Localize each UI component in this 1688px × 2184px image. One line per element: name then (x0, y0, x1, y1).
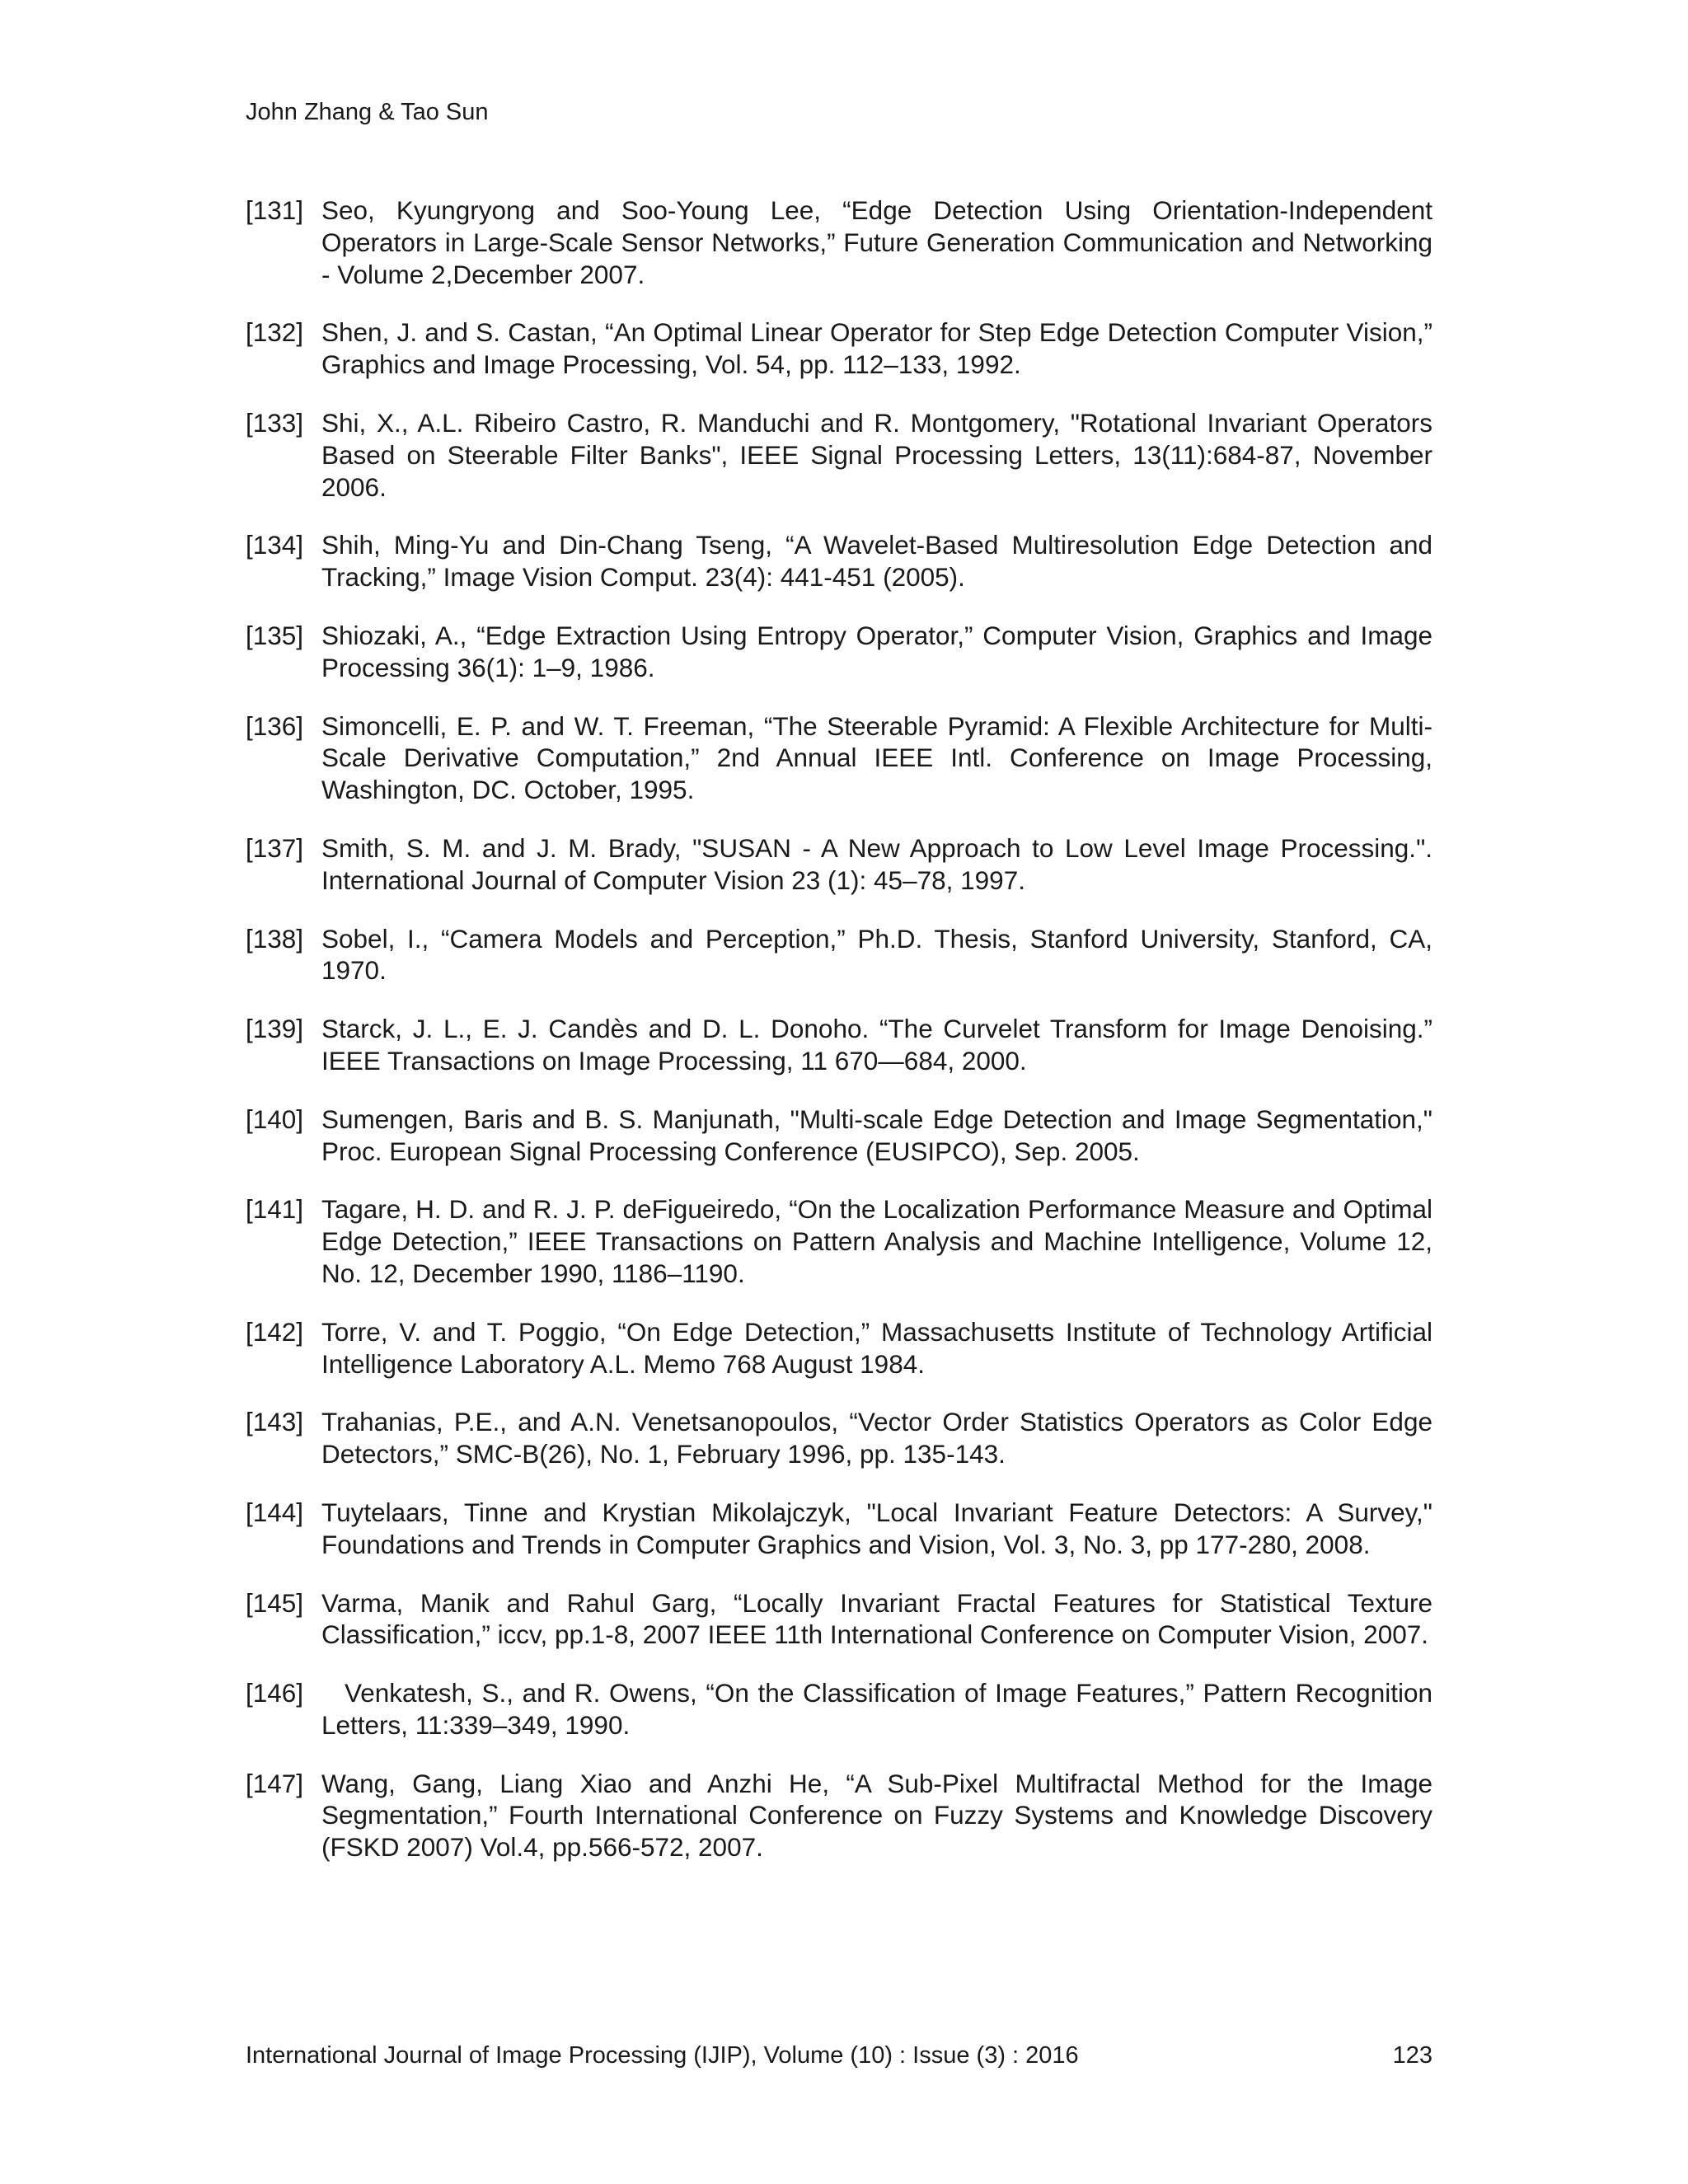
reference-item (246, 710, 1432, 806)
reference-item (246, 1406, 1432, 1470)
reference-text: Trahanias, P.E., and A.N. Venetsanopoulos, “Vector Order Statistics Operators as Color Edge Detectors,” SMC-B(26), No. 1, February 1996, pp. 135-143. (321, 1407, 1432, 1469)
reference-item (246, 316, 1432, 381)
reference-item (246, 1587, 1432, 1652)
reference-item (246, 1104, 1432, 1168)
reference-text: Shiozaki, A., “Edge Extraction Using Entropy Operator,” Computer Vision, Graphics and Image Processing 36(1): 1–9, 1986. (321, 620, 1432, 682)
footer-journal-citation: International Journal of Image Processing (IJIP), Volume (10) : Issue (3) : 2016 (246, 2042, 1079, 2069)
reference-text: Shih, Ming-Yu and Din-Chang Tseng, “A Wavelet-Based Multiresolution Edge Detection and Tracking,” Image Vision Comput. 23(4): 441-451 (2005). (321, 530, 1432, 593)
reference-item (246, 1677, 1432, 1741)
reference-number: [139] (246, 1014, 304, 1044)
reference-number: [140] (246, 1104, 304, 1134)
reference-number: [141] (246, 1194, 304, 1225)
reference-item (246, 529, 1432, 593)
reference-number: [137] (246, 832, 304, 863)
reference-text: Varma, Manik and Rahul Garg, “Locally Invariant Fractal Features for Statistical Texture Classification,” iccv, pp.1-8, 2007 IEEE 11th International Conference on Computer Vision, 2007. (321, 1587, 1432, 1650)
reference-item (246, 1768, 1432, 1863)
reference-item (246, 1497, 1432, 1561)
reference-item (246, 1193, 1432, 1289)
reference-number: [145] (246, 1587, 304, 1618)
reference-text: Tagare, H. D. and R. J. P. deFigueiredo, “On the Localization Performance Measure and Optimal Edge Detection,” IEEE Transactions on Pattern Analysis and Machine Intelligence, Volume 12, No. 12, December 1990, 1186–1190. (321, 1194, 1432, 1288)
reference-text: Starck, J. L., E. J. Candès and D. L. Donoho. “The Curvelet Transform for Image Denoising.” IEEE Transactions on Image Processing, 11 670—684, 2000. (321, 1014, 1432, 1076)
reference-text: Torre, V. and T. Poggio, “On Edge Detection,” Massachusetts Institute of Technology Artificial Intelligence Laboratory A.L. Memo 768 August 1984. (321, 1316, 1432, 1379)
reference-item (246, 1316, 1432, 1380)
reference-list (246, 194, 1432, 1890)
page-number: 123 (1392, 2042, 1432, 2069)
reference-text: Tuytelaars, Tinne and Krystian Mikolajczyk, "Local Invariant Feature Detectors: A Survey," Foundations and Trends in Computer Graphics and Vision, Vol. 3, No. 3, pp 177-280, 2008. (321, 1497, 1432, 1559)
reference-text: Smith, S. M. and J. M. Brady, "SUSAN - A New Approach to Low Level Image Processing.". International Journal of Computer Vision 23 (1): 45–78, 1997. (321, 832, 1432, 895)
running-header-authors: John Zhang & Tao Sun (246, 99, 489, 125)
reference-text: Simoncelli, E. P. and W. T. Freeman, “The Steerable Pyramid: A Flexible Architecture for Multi-Scale Derivative Computation,” 2nd Annual IEEE Intl. Conference on Image Processing, Washington, DC. October, 1995. (321, 710, 1432, 805)
reference-item (246, 407, 1432, 503)
reference-text: Sumengen, Baris and B. S. Manjunath, "Multi-scale Edge Detection and Image Segmentation," Proc. European Signal Processing Conference (EUSIPCO), Sep. 2005. (321, 1104, 1432, 1166)
reference-item (246, 832, 1432, 897)
reference-number: [132] (246, 317, 304, 348)
reference-text: Venkatesh, S., and R. Owens, “On the Classification of Image Features,” Pattern Recognition Letters, 11:339–349, 1990. (321, 1678, 1432, 1740)
reference-text: Seo, Kyungryong and Soo-Young Lee, “Edge Detection Using Orientation-Independent Operators in Large-Scale Sensor Networks,” Future Generation Communication and Networking - Volume 2,December 2007. (321, 195, 1432, 289)
reference-number: [136] (246, 710, 304, 741)
reference-text: Shi, X., A.L. Ribeiro Castro, R. Manduchi and R. Montgomery, "Rotational Invariant Operators Based on Steerable Filter Banks", IEEE Signal Processing Letters, 13(11):684-87, November 2006. (321, 407, 1432, 502)
reference-number: [147] (246, 1768, 304, 1798)
reference-text: Sobel, I., “Camera Models and Perception,” Ph.D. Thesis, Stanford University, Stanford, CA, 1970. (321, 923, 1432, 986)
reference-number: [135] (246, 620, 304, 650)
reference-number: [131] (246, 195, 304, 225)
reference-number: [144] (246, 1497, 304, 1527)
reference-text: Wang, Gang, Liang Xiao and Anzhi He, “A Sub-Pixel Multifractal Method for the Image Segmentation,” Fourth International Conference on Fuzzy Systems and Knowledge Discovery (FSKD 2007) Vol.4, pp.566-572, 2007. (321, 1768, 1432, 1863)
reference-number: [138] (246, 923, 304, 954)
reference-number: [142] (246, 1316, 304, 1347)
reference-item (246, 194, 1432, 290)
reference-text: Shen, J. and S. Castan, “An Optimal Linear Operator for Step Edge Detection Computer Vision,” Graphics and Image Processing, Vol. 54, pp. 112–133, 1992. (321, 317, 1432, 380)
reference-number: [134] (246, 530, 304, 560)
reference-number: [146] (246, 1678, 304, 1708)
running-footer (246, 2039, 1432, 2072)
reference-item (246, 923, 1432, 987)
reference-item (246, 620, 1432, 684)
reference-number: [143] (246, 1407, 304, 1437)
reference-number: [133] (246, 407, 304, 438)
reference-item (246, 1013, 1432, 1077)
